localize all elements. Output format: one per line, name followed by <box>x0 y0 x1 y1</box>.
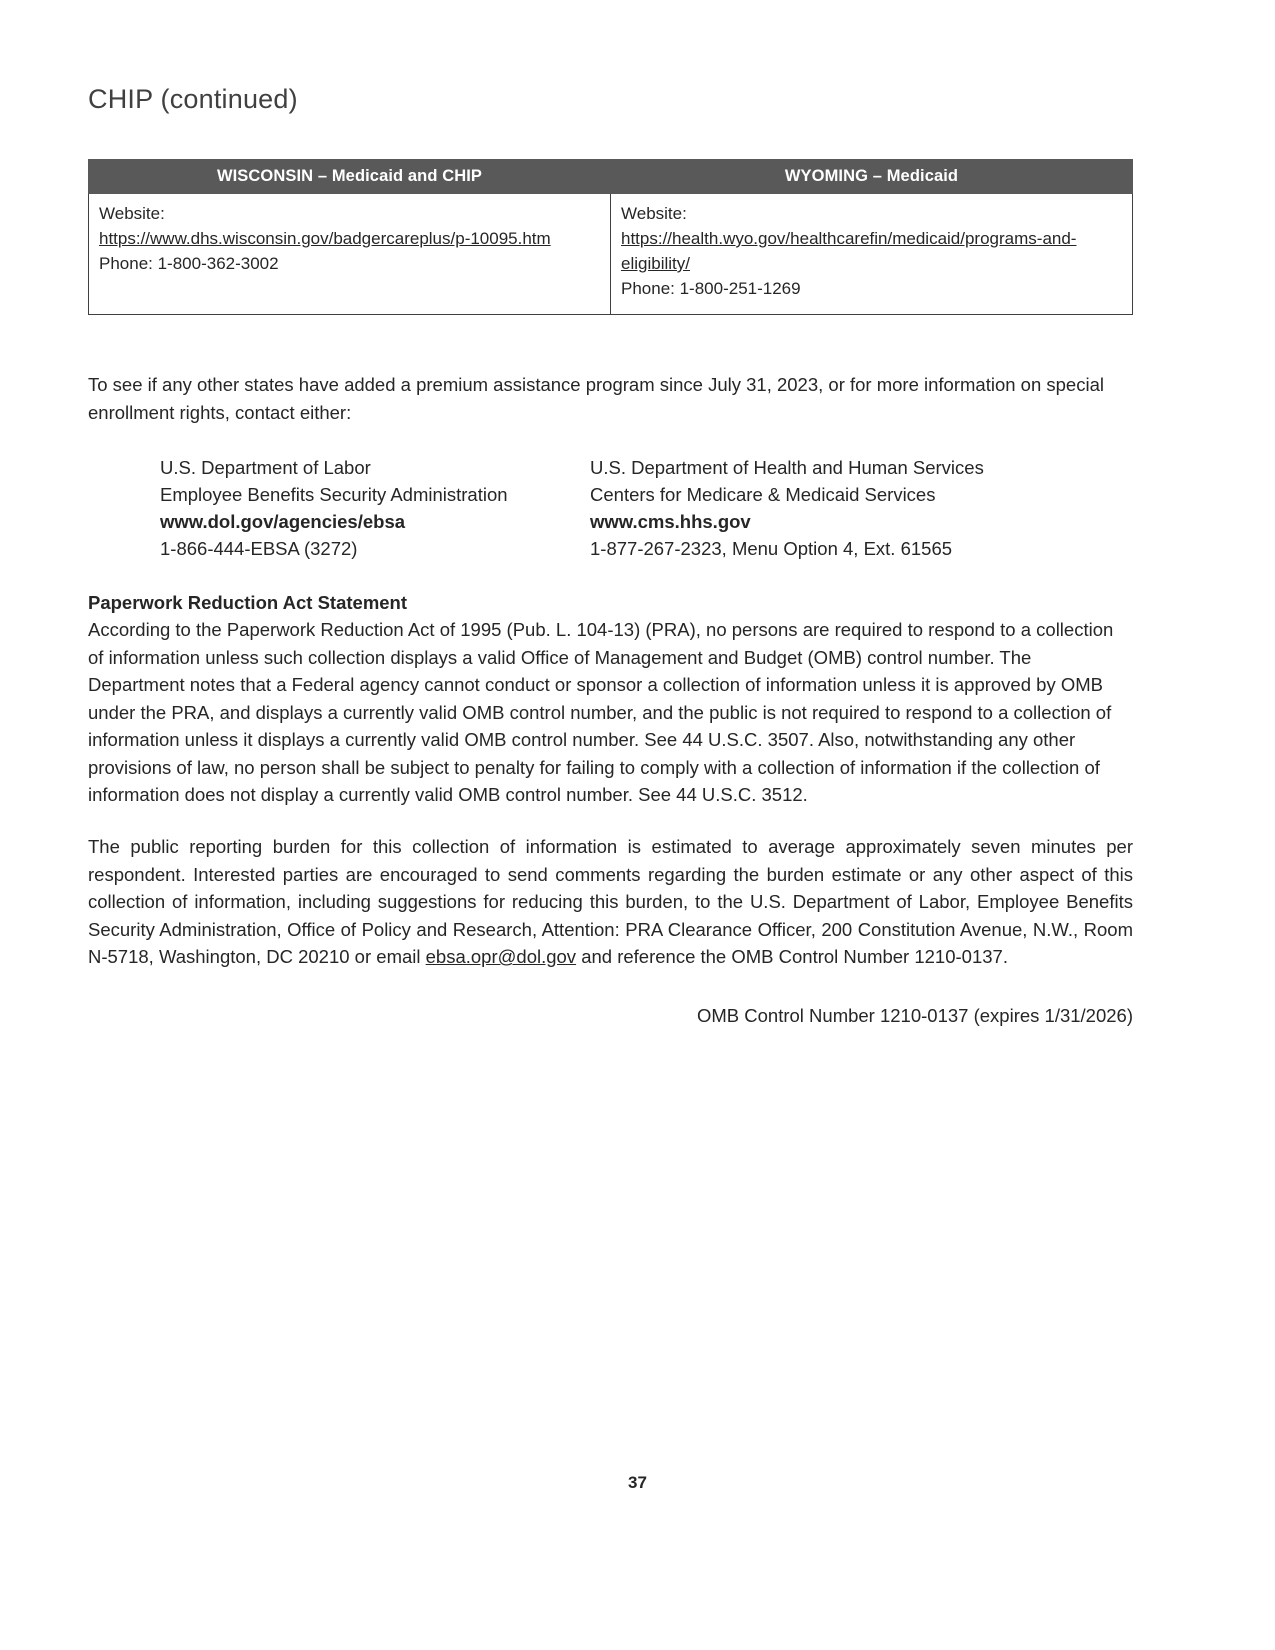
pra-burden-paragraph <box>88 833 1133 971</box>
website-link[interactable]: https://health.wyo.gov/healthcarefin/medicaid/programs-and-eligibility/ <box>621 228 1077 273</box>
contact-division-name: Centers for Medicare & Medicaid Services <box>590 484 936 506</box>
contacts-block <box>160 454 1133 562</box>
pra-section-title: Paperwork Reduction Act Statement <box>88 592 408 614</box>
table-cell-wyoming <box>611 194 1133 315</box>
page-title: CHIP (continued) <box>88 84 298 114</box>
phone-text: Phone: 1-800-251-1269 <box>621 278 801 298</box>
state-contacts-table <box>88 159 1133 315</box>
page-number: 37 <box>628 1473 647 1492</box>
contact-phone: 1-866-444-EBSA (3272) <box>160 538 358 560</box>
contact-division-name: Employee Benefits Security Administration <box>160 484 508 506</box>
contact-website[interactable]: www.dol.gov/agencies/ebsa <box>160 511 406 533</box>
contact-dol <box>160 454 590 562</box>
intro-paragraph: To see if any other states have added a premium assistance program since July 31, 2023, or for more information on special enrollment rights, contact either: <box>88 373 1104 423</box>
burden-text-part1: The public reporting burden for this collection of information is estimated to average approximately seven minutes per respondent. Interested parties are encouraged to send comments regarding the burden estimate or any other aspect of this collection of information, including suggestions for reducing this burden, to the U.S. Department of Labor, Employee Benefits Security Administration, Office of Policy and Research, Attention: PRA Clearance Officer, 200 Constitution Avenue, N.W., Room N-5718, Washington, DC 20210 or email <box>88 836 1133 968</box>
contact-agency-name: U.S. Department of Health and Human Services <box>590 457 984 479</box>
website-label: Website: <box>621 204 687 223</box>
table-header-wyoming: WYOMING – Medicaid <box>611 160 1133 194</box>
omb-control-footer: OMB Control Number 1210-0137 (expires 1/31/2026) <box>696 1004 1133 1026</box>
website-link[interactable]: https://www.dhs.wisconsin.gov/badgercareplus/p-10095.htm <box>99 228 551 248</box>
table-header-row <box>89 160 1133 194</box>
contact-agency-name: U.S. Department of Labor <box>160 457 371 479</box>
contact-hhs <box>590 454 1020 562</box>
pra-body-paragraph: According to the Paperwork Reduction Act of 1995 (Pub. L. 104-13) (PRA), no persons are required to respond to a collection of information unless such collection displays a valid Office of Management and Budget (OMB) control number. The Department notes that a Federal agency cannot conduct or sponsor a collection of information unless it is approved by OMB under the PRA, and displays a currently valid OMB control number, and the public is not required to respond to a collection of information unless it displays a currently valid OMB control number. See 44 U.S.C. 3507. Also, notwithstanding any other provisions of law, no person shall be subject to penalty for failing to comply with a collection of information if the collection of information does not display a currently valid OMB control number. See 44 U.S.C. 3512. <box>88 619 1114 806</box>
table-header-wisconsin: WISCONSIN – Medicaid and CHIP <box>89 160 611 194</box>
website-label: Website: <box>99 204 165 223</box>
contact-website[interactable]: www.cms.hhs.gov <box>590 511 751 533</box>
phone-text: Phone: 1-800-362-3002 <box>99 253 279 273</box>
contact-phone: 1-877-267-2323, Menu Option 4, Ext. 61565 <box>590 538 953 560</box>
email-link[interactable]: ebsa.opr@dol.gov <box>425 946 577 968</box>
burden-text-part2: and reference the OMB Control Number 1210-0137. <box>576 946 1008 968</box>
page-content <box>88 84 1133 1027</box>
table-cell-wisconsin <box>89 194 611 315</box>
table-row <box>89 194 1133 315</box>
